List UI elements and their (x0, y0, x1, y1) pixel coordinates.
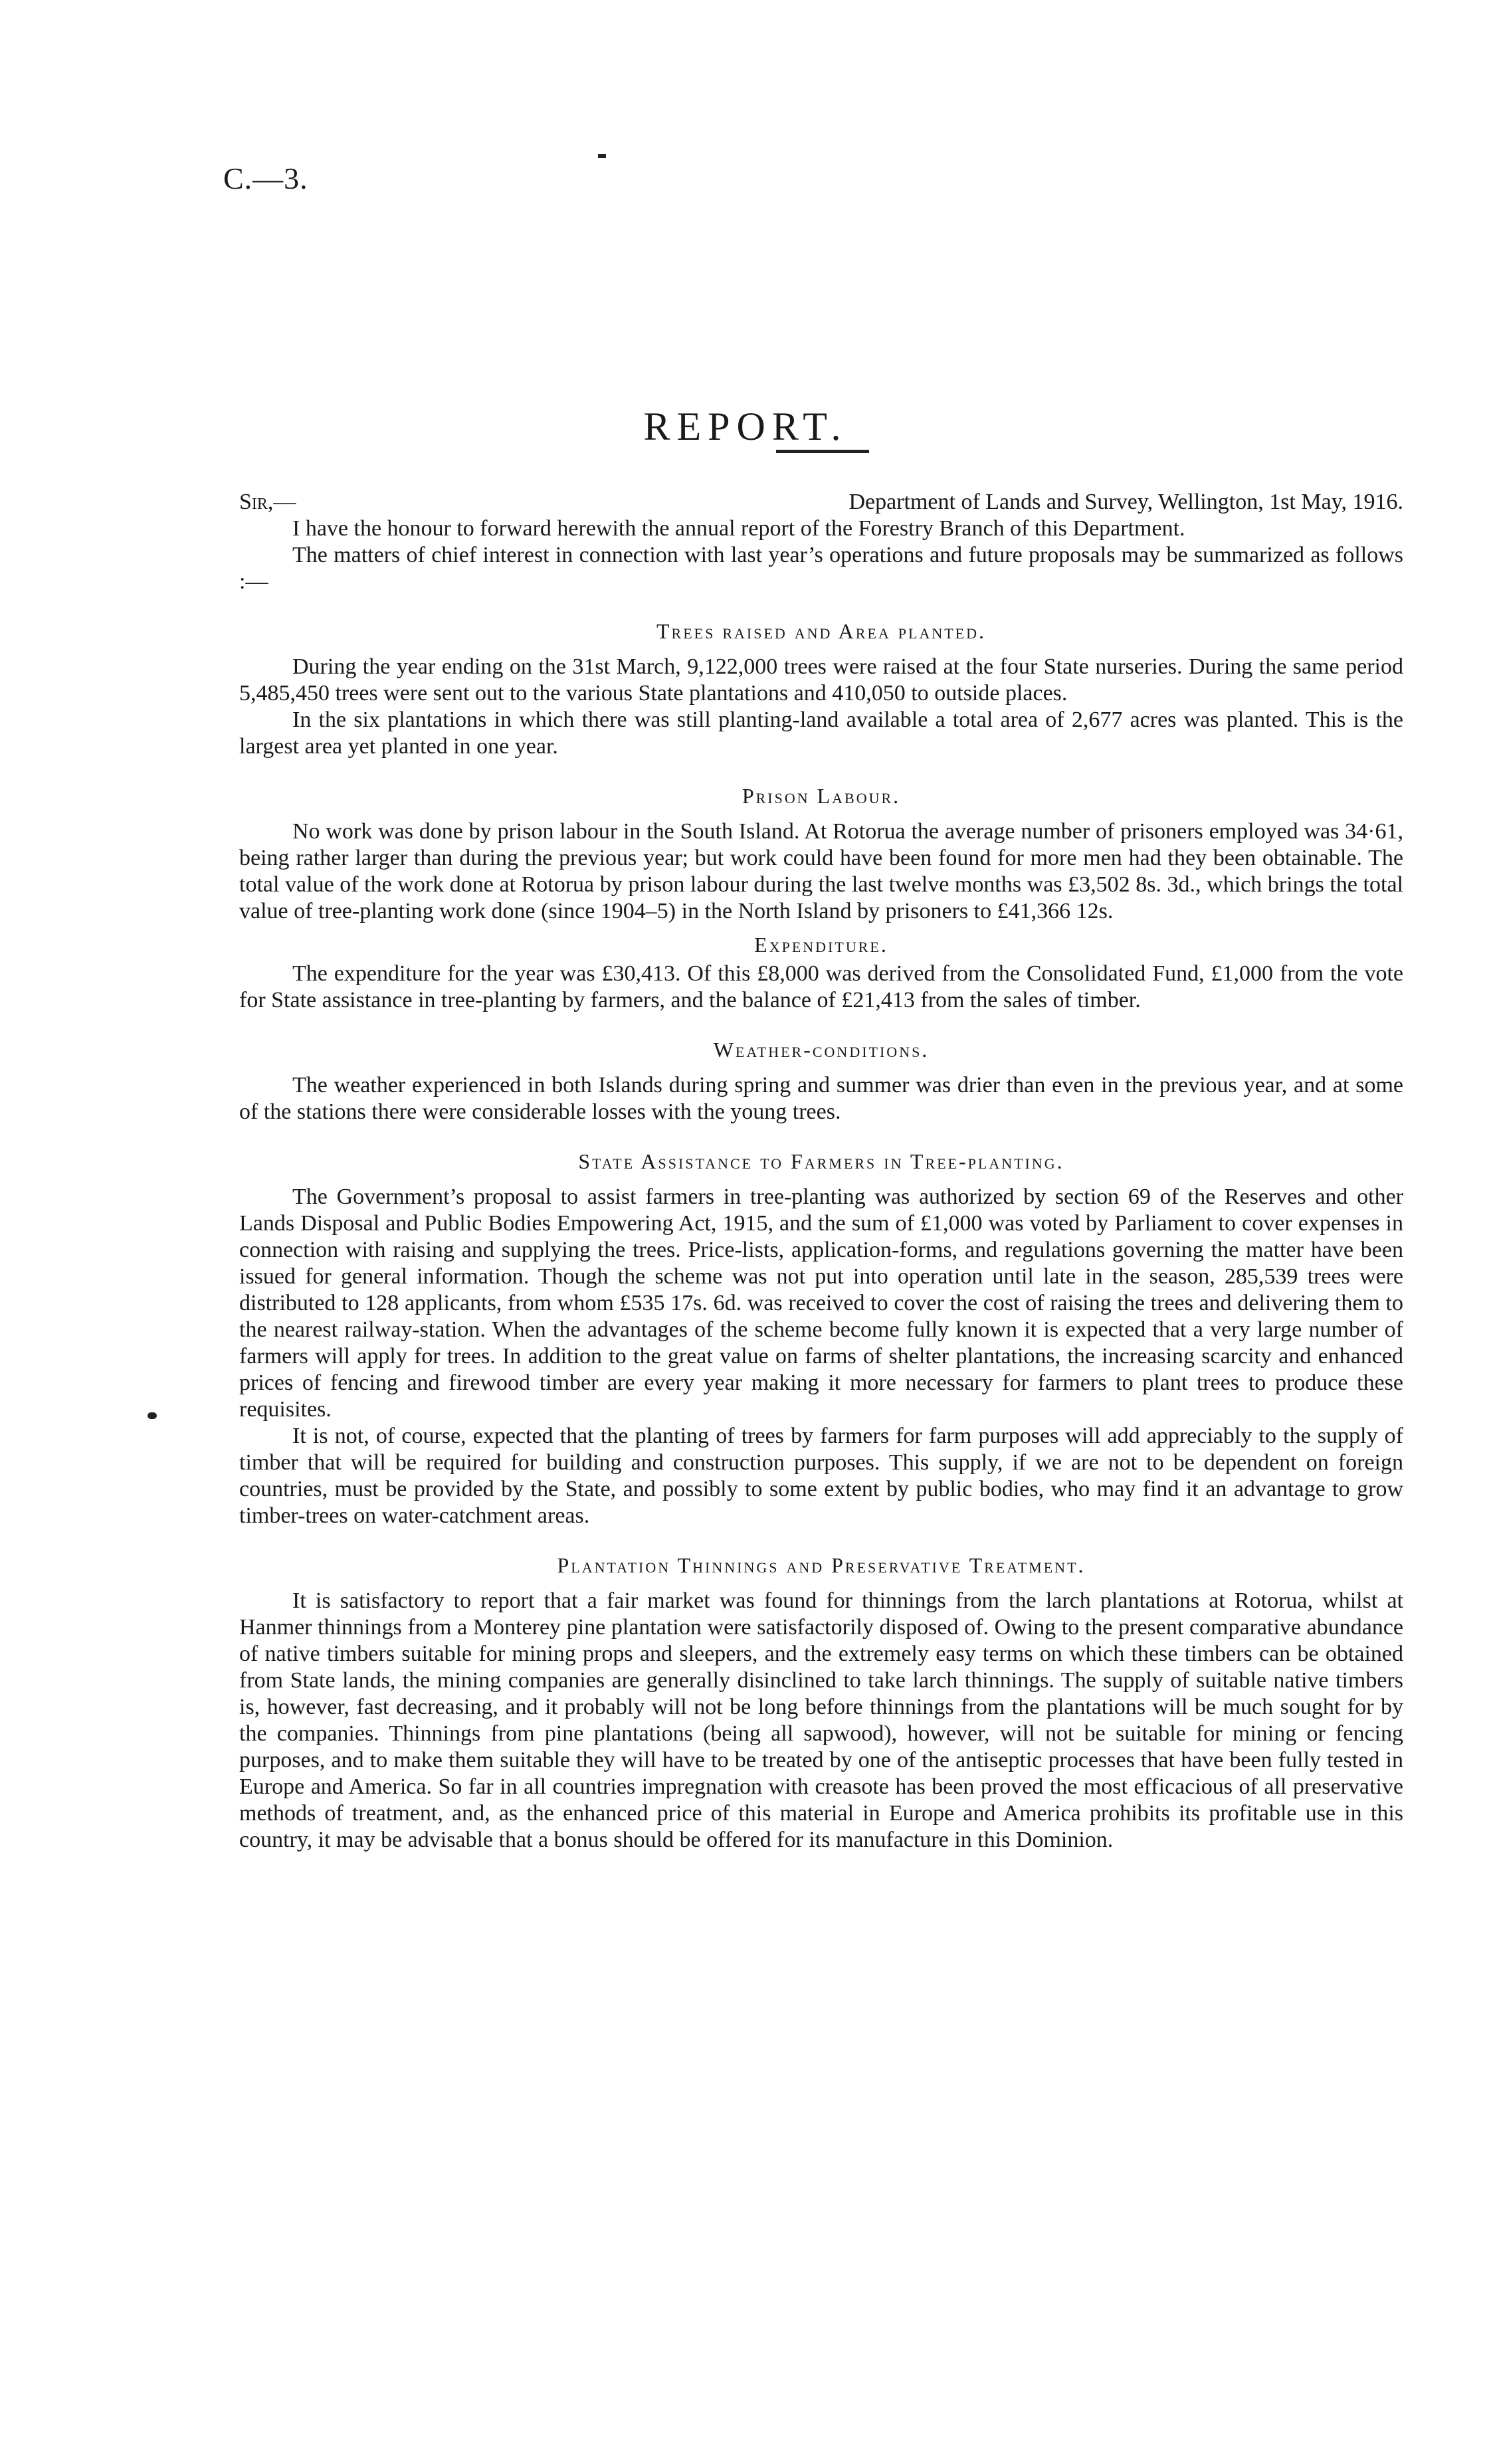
letter-address: Department of Lands and Survey, Wellington, 1st May, 1916. (848, 490, 1403, 514)
title-rule (776, 450, 869, 453)
page-reference: C.—3. (223, 161, 308, 195)
ink-speck (148, 1412, 157, 1419)
section-paragraph: The expenditure for the year was £30,413. Of this £8,000 was derived from the Consolidated Fund, £1,000 from the vote for State assistance in tree-planting by farmers, and the balance of £21,413 from the sales of timber. (239, 961, 1403, 1012)
section-paragraph: During the year ending on the 31st March, 9,122,000 trees were raised at the four State nurseries. During the same period 5,485,450 trees were sent out to the various State plantations and 410,050 to outside places. (239, 654, 1403, 706)
section-paragraph: The weather experienced in both Islands during spring and summer was drier than even in the previous year, and at some of the stations there were considerable losses with the young trees. (239, 1073, 1403, 1124)
report-body (239, 489, 1403, 1853)
salutation: Sir,— (239, 490, 296, 514)
section-heading: Plantation Thinnings and Preservative Treatment. (557, 1553, 1086, 1577)
section-paragraph: In the six plantations in which there was still planting-land available a total area of 2,677 acres was planted. This is the largest area yet planted in one year. (239, 708, 1403, 759)
section-paragraph: It is satisfactory to report that a fair market was found for thinnings from the larch plantations at Rotorua, whilst at Hanmer thinnings from a Monterey pine plantation were satisfactorily disposed of. Owing to the present comparative abundance of native timbers suitable for mining props and sleepers, and the extremely easy terms on which these timbers can be obtained from State lands, the mining companies are generally disinclined to take larch thinnings. The supply of suitable native timbers is, however, fast decreasing, and it probably will not be long before thinnings from the plantations will be much sought for by the companies. Thinnings from pine plantations (being all sapwood), however, will not be suitable for mining or fencing purposes, and to make them suitable they will have to be treated by one of the antiseptic processes that have been fully tested in Europe and America. So far in all countries impregnation with creasote has been proved the most efficacious of all preservative methods of treatment, and, as the enhanced price of this material in Europe and America prohibits its profitable use in this country, it may be advisable that a bonus should be offered for its manufacture in this Dominion. (239, 1588, 1403, 1852)
section-heading: State Assistance to Farmers in Tree-planting. (578, 1149, 1064, 1173)
section-paragraph: No work was done by prison labour in the South Island. At Rotorua the average number of prisoners employed was 34·61, being rather larger than during the previous year; but work could have been found for more men had they been obtainable. The total value of the work done at Rotorua by prison labour during the last twelve months was £3,502 8s. 3d., which brings the total value of tree-planting work done (since 1904–5) in the North Island by prisoners to £41,366 12s. (239, 819, 1403, 923)
section-heading: Expenditure. (754, 933, 888, 957)
ink-speck (598, 154, 606, 158)
intro-paragraph: I have the honour to forward herewith the annual report of the Forestry Branch of this Department. (292, 516, 1185, 541)
intro-paragraph: The matters of chief interest in connection with last year’s operations and future proposals may be summarized as follows :— (239, 543, 1403, 594)
section-paragraph: It is not, of course, expected that the planting of trees by farmers for farm purposes will add appreciably to the supply of timber that will be required for building and construction purposes. This supply, if we are not to be dependent on foreign countries, must be provided by the State, and possibly to some extent by public bodies, who may find it an advantage to grow timber-trees on water-catchment areas. (239, 1424, 1403, 1528)
section-heading: Weather-conditions. (713, 1038, 930, 1062)
letter-head (239, 489, 1403, 516)
report-title: REPORT. (643, 405, 848, 449)
section-heading: Trees raised and Area planted. (656, 619, 986, 643)
section-heading: Prison Labour. (742, 784, 901, 808)
section-paragraph: The Government’s proposal to assist farmers in tree-planting was authorized by section 69 of the Reserves and other Lands Disposal and Public Bodies Empowering Act, 1915, and the sum of £1,000 was voted by Parliament to cover expenses in connection with raising and supplying the trees. Price-lists, application-forms, and regulations governing the matter have been issued for general information. Though the scheme was not put into operation until late in the season, 285,539 trees were distributed to 128 applicants, from whom £535 17s. 6d. was received to cover the cost of raising the trees and delivering them to the nearest railway-station. When the advantages of the scheme become fully known it is expected that a very large number of farmers will apply for trees. In addition to the great value on farms of shelter plantations, the increasing scarcity and enhanced prices of fencing and firewood timber are every year making it more necessary for farmers to plant trees to produce these requisites. (239, 1185, 1403, 1422)
